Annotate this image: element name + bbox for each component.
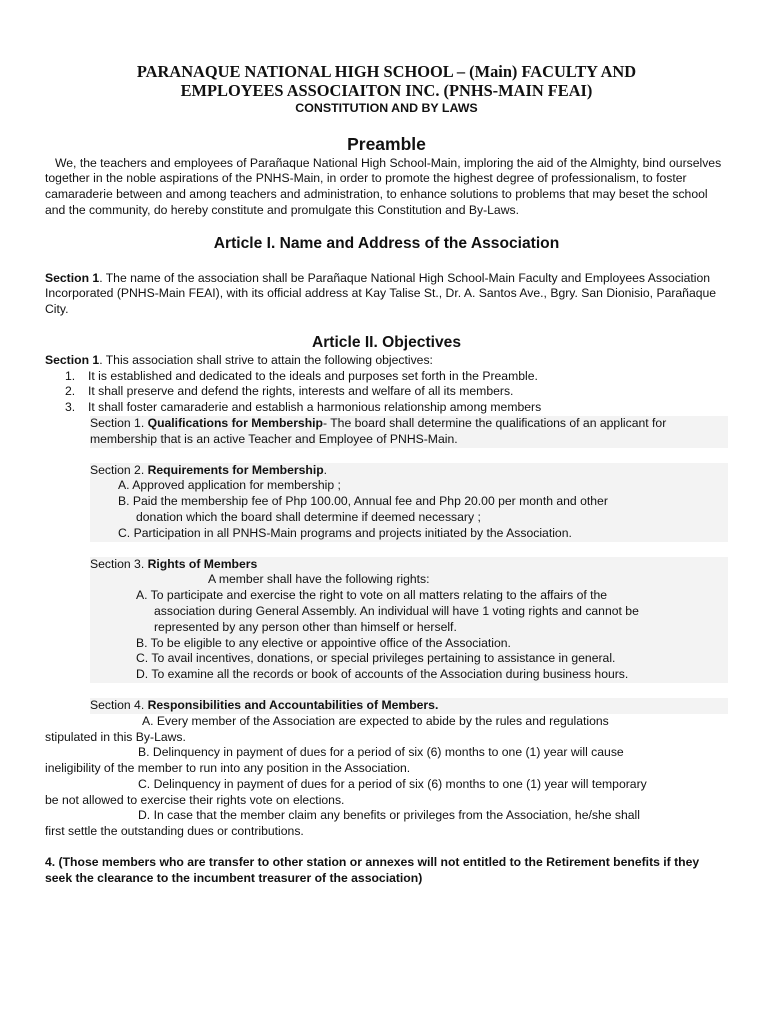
right-a-line3: represented by any person other than himself or herself. [90,620,728,636]
responsibility-b-line2: ineligibility of the member to run into any position in the Association. [45,761,411,776]
requirements-title: Requirements for Membership [147,462,324,477]
responsibility-c-line1: C. Delinquency in payment of dues for a period of six (6) months to one (1) year will temporary [138,776,647,791]
article1-section1 [45,271,728,318]
objective-number: 2. [65,384,76,399]
requirement-b-line2: donation which the board shall determine if deemed necessary ; [90,510,728,526]
requirements-heading [90,463,728,479]
rights-title: Rights of Members [147,556,258,571]
document-title-line1: PARANAQUE NATIONAL HIGH SCHOOL – (Main) FACULTY AND [136,62,637,81]
article1-section1-text: . The name of the association shall be Parañaque National High School-Main Faculty and Employees Association Incorporated (PNHS-Main FEAI), with its official address at Kay Talise St., Dr. A. Santos Ave., Bgry. San Dionisio, Parañaque City. [45,270,717,317]
objective-text: It is established and dedicated to the ideals and purposes set forth in the Preamble. [88,368,538,383]
rights-lead: A member shall have the following rights: [90,572,728,588]
right-c: C. To avail incentives, donations, or special privileges pertaining to assistance in general. [90,651,728,667]
preamble-heading: Preamble [347,133,426,154]
responsibility-d-line1: D. In case that the member claim any benefits or privileges from the Association, he/she shall [138,808,640,823]
objective-number: 1. [65,368,76,383]
note-4: 4. (Those members who are transfer to other station or annexes will not entitled to the Retirement benefits if they seek the clearance to the incumbent treasurer of the association) [45,855,700,885]
article2-heading: Article II. Objectives [311,333,462,351]
right-a-line2: association during General Assembly. An individual will have 1 voting rights and cannot be [90,604,728,620]
objective-text: It shall foster camaraderie and establish a harmonious relationship among members [88,400,542,415]
rights-prefix: Section 3. [90,556,148,571]
right-d: D. To examine all the records or book of accounts of the Association during business hours. [90,667,728,683]
qualifications-text: - The board shall determine the qualifications of an applicant for membership that is an active Teacher and Employee of PNHS-Main. [90,415,667,446]
responsibility-a-line1: A. Every member of the Association are expected to abide by the rules and regulations [142,713,609,728]
requirement-a: A. Approved application for membership ; [90,478,728,494]
qualifications-title: Qualifications for Membership [147,415,323,430]
right-a-line1: A. To participate and exercise the right to vote on all matters relating to the affairs of the [90,588,728,604]
objective-text: It shall preserve and defend the rights, interests and welfare of all its members. [88,384,514,399]
requirement-b-line1: B. Paid the membership fee of Php 100.00, Annual fee and Php 20.00 per month and other [90,494,728,510]
objective-number: 3. [65,400,76,415]
objective-item [45,400,728,416]
responsibilities-heading [90,698,728,714]
responsibility-a-line2: stipulated in this By-Laws. [45,729,186,744]
responsibilities-title: Responsibilities and Accountabilities of Members. [147,697,439,712]
qualifications-section [90,416,728,448]
document-subtitle: CONSTITUTION AND BY LAWS [295,101,478,115]
requirements-suffix: . [323,462,328,477]
objective-item [45,384,728,400]
document-title-line2: EMPLOYEES ASSOCIAITON INC. (PNHS-MAIN FEAI) [180,81,593,100]
responsibility-b-line1: B. Delinquency in payment of dues for a period of six (6) months to one (1) year will cause [138,745,624,760]
objectives-list [45,369,728,416]
rights-heading [90,557,728,573]
preamble-text: We, the teachers and employees of Parañaque National High School-Main, imploring the aid of the Almighty, bind ourselves together in the noble aspirations of the PNHS-Main, in order to promote the highest degree of professionalism, to foster camaraderie between and among teachers and administration, to enhance solutions to problems that may beset the school and the community, do hereby constitute and promulgate this Constitution and By-Laws. [45,155,722,217]
responsibility-c-line2: be not allowed to exercise their rights vote on elections. [45,792,345,807]
objective-item [45,369,728,385]
article2-section1-label: Section 1 [45,352,100,367]
article2-section1 [45,353,728,369]
membership-sections [90,416,728,714]
article2-section1-text: . This association shall strive to attain the following objectives: [99,352,433,367]
requirement-c: C. Participation in all PNHS-Main programs and projects initiated by the Association. [90,526,728,542]
article1-section1-label: Section 1 [45,270,100,285]
responsibilities-prefix: Section 4. [90,697,148,712]
qualifications-prefix: Section 1. [90,415,148,430]
requirements-prefix: Section 2. [90,462,148,477]
responsibility-d-line2: first settle the outstanding dues or contributions. [45,824,304,839]
article1-heading: Article I. Name and Address of the Association [213,234,560,252]
right-b: B. To be eligible to any elective or appointive office of the Association. [90,636,728,652]
